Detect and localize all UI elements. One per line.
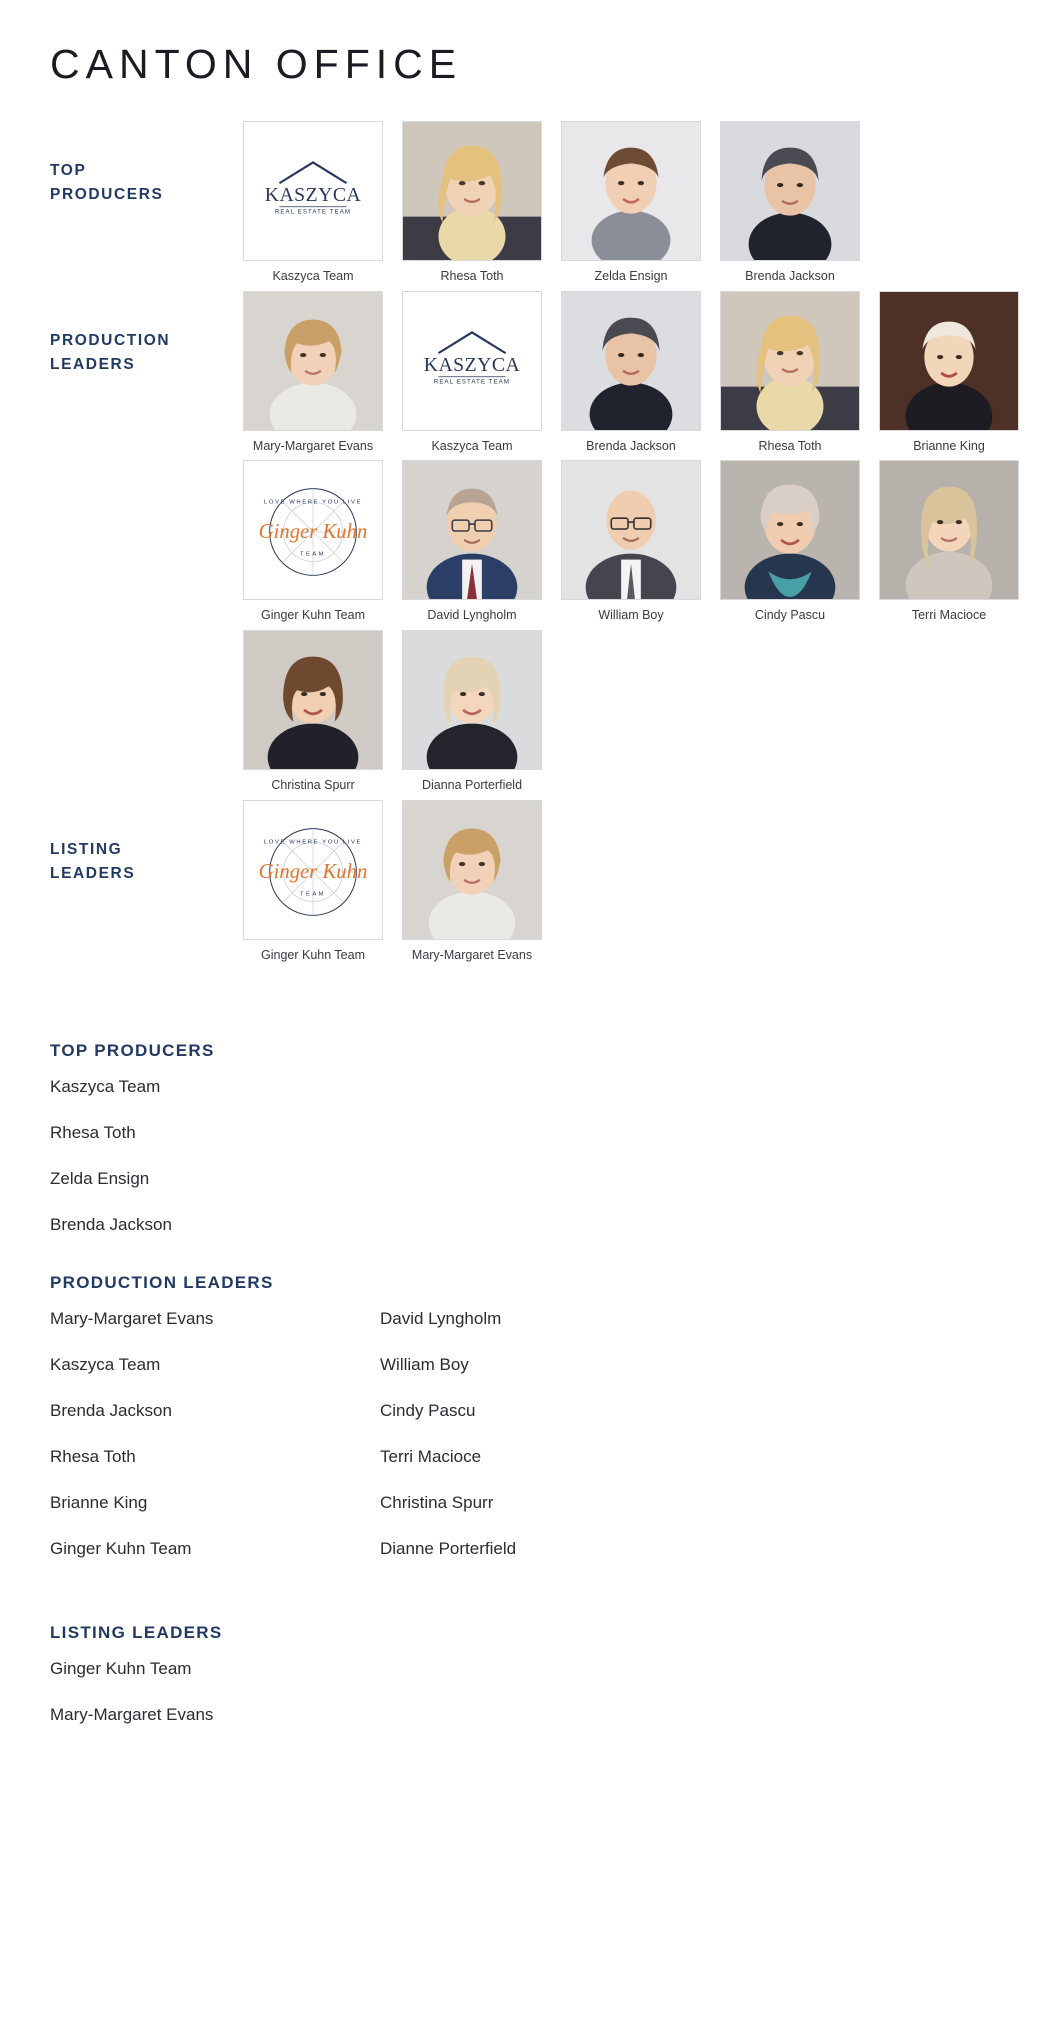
svg-text:KASZYCA: KASZYCA [264,184,362,207]
gallery-row [50,460,1063,624]
gallery-row [50,121,1063,285]
svg-text:Ginger Kuhn: Ginger Kuhn [258,860,368,883]
gallery-card-caption: Kaszyca Team [272,269,354,284]
headshot-photo [402,460,542,600]
list-item: Rhesa Toth [50,1123,136,1143]
gallery-card-caption: Ginger Kuhn Team [261,947,365,962]
gallery-card[interactable] [235,121,391,285]
svg-text:LOVE WHERE YOU LIVE: LOVE WHERE YOU LIVE [263,499,363,506]
headshot-photo [879,460,1019,600]
gallery-cards [235,630,553,794]
list-item: William Boy [380,1355,469,1375]
gallery-card[interactable] [235,291,391,455]
award-lists [50,1041,750,1725]
logo-kaszyca-icon [243,121,383,261]
gallery-card[interactable] [394,121,550,285]
list-item: Ginger Kuhn Team [50,1659,192,1679]
list-heading-listing-leaders: LISTING LEADERS [50,1623,223,1643]
headshot-photo [561,291,701,431]
gallery-card[interactable] [553,291,709,455]
gallery-card-caption: Zelda Ensign [594,269,668,284]
headshot-photo [243,291,383,431]
row-label-top-producers [50,121,235,207]
gallery-cards [235,460,1030,624]
logo-ginger-kuhn-icon [243,460,383,600]
row-label-line: PRODUCTION [50,331,171,349]
list-column [380,1309,710,1585]
headshot-photo [879,291,1019,431]
gallery-card[interactable] [712,121,868,285]
list-listing-leaders [50,1659,750,1725]
svg-text:REAL ESTATE TEAM: REAL ESTATE TEAM [274,208,352,216]
gallery-card[interactable] [394,460,550,624]
list-item: Cindy Pascu [380,1401,476,1421]
svg-text:REAL ESTATE TEAM: REAL ESTATE TEAM [433,378,511,386]
headshot-photo [402,121,542,261]
logo-ginger-kuhn-icon [243,800,383,940]
gallery-card-caption: Rhesa Toth [758,438,822,453]
list-item: Rhesa Toth [50,1447,136,1467]
gallery-cards [235,121,871,285]
gallery-row [50,630,1063,794]
gallery-card[interactable] [553,121,709,285]
headshot-photo [720,460,860,600]
gallery-card-caption: Kaszyca Team [431,438,513,453]
list-item: Brianne King [50,1493,148,1513]
svg-text:LOVE WHERE YOU LIVE: LOVE WHERE YOU LIVE [263,839,363,846]
headshot-photo [720,121,860,261]
list-item: Brenda Jackson [50,1401,172,1421]
gallery-cards [235,291,1030,455]
row-label-line: LEADERS [50,864,136,882]
list-heading-top-producers: TOP PRODUCERS [50,1041,215,1061]
row-label-line: PRODUCERS [50,186,164,204]
svg-text:TEAM: TEAM [300,552,326,559]
headshot-photo [720,291,860,431]
gallery-card[interactable] [235,460,391,624]
list-item: Kaszyca Team [50,1355,161,1375]
list-item: Brenda Jackson [50,1215,172,1235]
list-item: Terri Macioce [380,1447,482,1467]
list-item: Ginger Kuhn Team [50,1539,192,1559]
gallery-card-caption: Ginger Kuhn Team [261,608,365,623]
logo-kaszyca-icon [402,291,542,431]
svg-text:KASZYCA: KASZYCA [423,353,521,376]
row-label-production-leaders [50,291,235,377]
page-root [0,40,1063,2040]
gallery-card-caption: Mary-Margaret Evans [252,438,374,453]
gallery-card-caption: Brenda Jackson [586,438,676,453]
gallery-card[interactable] [235,630,391,794]
list-item: David Lyngholm [380,1309,502,1329]
svg-text:TEAM: TEAM [300,891,326,898]
list-item: Christina Spurr [380,1493,494,1513]
photo-gallery [0,121,1063,963]
gallery-card-caption: Dianna Porterfield [421,778,523,793]
gallery-card[interactable] [235,800,391,964]
row-label-listing-leaders [50,800,235,886]
gallery-card-caption: Mary-Margaret Evans [411,947,533,962]
list-production-leaders [50,1309,750,1585]
gallery-card[interactable] [712,460,868,624]
gallery-card-caption: Cindy Pascu [754,608,826,623]
gallery-card-caption: Terri Macioce [911,608,987,623]
headshot-photo [243,630,383,770]
gallery-card-caption: Christina Spurr [271,778,355,793]
gallery-card[interactable] [553,460,709,624]
gallery-card[interactable] [712,291,868,455]
gallery-cards [235,800,553,964]
list-item: Mary-Margaret Evans [50,1309,214,1329]
headshot-photo [561,121,701,261]
gallery-card-caption: Rhesa Toth [440,269,504,284]
row-label-line: TOP [50,162,87,180]
gallery-card[interactable] [394,291,550,455]
headshot-photo [402,630,542,770]
gallery-card[interactable] [394,630,550,794]
list-heading-production-leaders: PRODUCTION LEADERS [50,1273,274,1293]
gallery-card[interactable] [871,291,1027,455]
svg-text:Ginger Kuhn: Ginger Kuhn [258,521,368,544]
list-item: Dianne Porterfield [380,1539,517,1559]
headshot-photo [561,460,701,600]
gallery-card-caption: Brenda Jackson [745,269,835,284]
row-label-line: LISTING [50,840,123,858]
list-top-producers [50,1077,750,1235]
gallery-row [50,800,1063,964]
gallery-card[interactable] [394,800,550,964]
list-item: Mary-Margaret Evans [50,1705,214,1725]
list-column [50,1309,380,1585]
list-item: Kaszyca Team [50,1077,161,1097]
page-title: CANTON OFFICE [50,41,463,87]
gallery-card[interactable] [871,460,1027,624]
list-item: Zelda Ensign [50,1169,150,1189]
gallery-card-caption: Brianne King [913,438,985,453]
row-label-line: LEADERS [50,355,136,373]
gallery-row [50,291,1063,455]
headshot-photo [402,800,542,940]
gallery-card-caption: William Boy [598,608,664,623]
gallery-card-caption: David Lyngholm [427,608,517,623]
